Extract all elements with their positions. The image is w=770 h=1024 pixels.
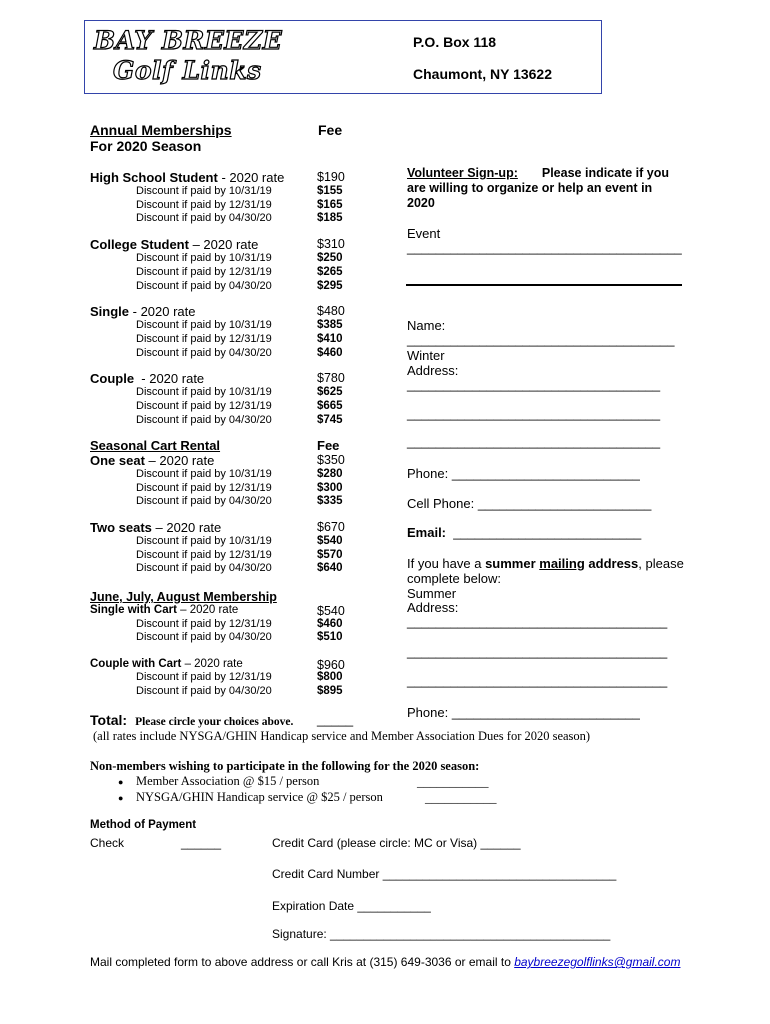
cart-fee-heading: Fee	[317, 438, 340, 453]
payment-heading: Method of Payment	[90, 819, 197, 831]
email-label: Email:	[407, 525, 447, 540]
couple-cart-price-2: $895	[317, 685, 343, 697]
volunteer-heading: Volunteer Sign-up:	[407, 166, 518, 180]
couple-price-2: $665	[317, 400, 343, 412]
volunteer-text-2: are willing to organize or help an event in	[407, 181, 653, 195]
high-school-rate-label: - 2020 rate	[217, 170, 285, 185]
summer-address-intro	[407, 556, 684, 571]
couple-rate-label: - 2020 rate	[134, 371, 205, 386]
summer-bold-2: mailing	[539, 556, 585, 571]
phone-blank[interactable]: __________________________	[451, 466, 640, 481]
couple-discount-1: Discount if paid by 10/31/19	[136, 386, 272, 398]
single-cart-price-1: $460	[317, 618, 343, 630]
two-seats-discount-1: Discount if paid by 10/31/19	[136, 535, 272, 547]
two-seats-title: Two seats	[90, 520, 152, 535]
one-seat-price-3: $335	[317, 495, 343, 507]
college-price-2: $265	[317, 266, 343, 278]
event-label: Event	[407, 226, 441, 241]
couple-cart-price-1: $800	[317, 671, 343, 683]
memberships-heading: Annual Memberships	[90, 122, 232, 138]
high-school-price-1: $155	[317, 185, 343, 197]
winter-address-blank-2[interactable]: ___________________________________	[407, 406, 661, 421]
couple-cart-discount-2: Discount if paid by 04/30/20	[136, 685, 272, 697]
high-school-discount-2: Discount if paid by 12/31/19	[136, 199, 272, 211]
expiration-field[interactable]: Expiration Date ___________	[272, 899, 431, 913]
couple-discount-3: Discount if paid by 04/30/20	[136, 414, 272, 426]
summer-bold-1: summer	[485, 556, 540, 571]
section-divider	[406, 284, 682, 286]
single-title-row	[90, 304, 196, 319]
name-blank[interactable]: _____________________________________	[407, 332, 675, 347]
logo-line-1: BAY BREEZE	[94, 26, 283, 55]
total-row	[90, 712, 293, 728]
total-label: Total:	[90, 712, 128, 728]
single-rate: $480	[317, 304, 345, 318]
couple-cart-rate: $960	[317, 658, 345, 672]
college-title-row	[90, 237, 258, 252]
couple-price-1: $625	[317, 386, 343, 398]
high-school-title: High School Student	[90, 170, 218, 185]
one-seat-rate: $350	[317, 453, 345, 467]
total-note: (all rates include NYSGA/GHIN Handicap service and Member Association Dues for 2020 season)	[93, 729, 591, 743]
two-seats-price-3: $640	[317, 562, 343, 574]
couple-cart-title: Couple with Cart	[90, 658, 182, 670]
one-seat-price-1: $280	[317, 468, 343, 480]
bullet-icon: ●	[118, 777, 124, 787]
fee-heading: Fee	[318, 122, 343, 138]
college-discount-2: Discount if paid by 12/31/19	[136, 266, 272, 278]
one-seat-rate-label: – 2020 rate	[144, 453, 215, 468]
couple-cart-rate-label: – 2020 rate	[181, 658, 243, 670]
single-cart-title: Single with Cart	[90, 604, 177, 616]
single-cart-rate: $540	[317, 604, 345, 618]
credit-card-field[interactable]: Credit Card (please circle: MC or Visa) ______	[272, 836, 521, 850]
couple-cart-discount-1: Discount if paid by 12/31/19	[136, 671, 272, 683]
couple-price-3: $745	[317, 414, 343, 426]
two-seats-price-1: $540	[317, 535, 343, 547]
one-seat-title: One seat	[90, 453, 145, 468]
nonmembers-heading: Non-members wishing to participate in the following for the 2020 season:	[90, 759, 480, 773]
phone-label: Phone:	[407, 466, 452, 481]
email-row	[407, 525, 641, 540]
single-discount-2: Discount if paid by 12/31/19	[136, 333, 272, 345]
single-rate-label: - 2020 rate	[129, 304, 196, 319]
high-school-rate: $190	[317, 170, 345, 184]
summer-phone-row	[407, 705, 640, 720]
volunteer-line-1	[407, 166, 669, 180]
logo-line-2: Golf Links	[113, 56, 262, 85]
couple-discount-2: Discount if paid by 12/31/19	[136, 400, 272, 412]
college-discount-1: Discount if paid by 10/31/19	[136, 252, 272, 264]
single-cart-title-row	[90, 604, 238, 616]
high-school-price-2: $165	[317, 199, 343, 211]
two-seats-price-2: $570	[317, 549, 343, 561]
summer-heading: June, July, August Membership	[90, 590, 277, 604]
one-seat-discount-3: Discount if paid by 04/30/20	[136, 495, 272, 507]
cell-row	[407, 496, 651, 511]
nonmember-blank-1[interactable]: ___________	[417, 774, 489, 789]
nonmember-blank-2[interactable]: ___________	[425, 790, 497, 805]
college-discount-3: Discount if paid by 04/30/20	[136, 280, 272, 292]
one-seat-price-2: $300	[317, 482, 343, 494]
couple-rate: $780	[317, 371, 345, 385]
one-seat-discount-1: Discount if paid by 10/31/19	[136, 468, 272, 480]
couple-title-row	[90, 371, 204, 386]
winter-address-blank-3[interactable]: ___________________________________	[407, 434, 661, 449]
college-price-3: $295	[317, 280, 343, 292]
high-school-discount-1: Discount if paid by 10/31/19	[136, 185, 272, 197]
high-school-price-3: $185	[317, 212, 343, 224]
high-school-discount-3: Discount if paid by 04/30/20	[136, 212, 272, 224]
email-link[interactable]: baybreezegolflinks@gmail.com	[514, 955, 681, 969]
footer-text: Mail completed form to above address or call Kris at (315) 649-3036 or email to	[90, 955, 515, 969]
nonmember-item-2: NYSGA/GHIN Handicap service @ $25 / person	[136, 790, 383, 804]
summer-phone-label: Phone:	[407, 705, 452, 720]
single-cart-discount-2: Discount if paid by 04/30/20	[136, 631, 272, 643]
season-label: For 2020 Season	[90, 138, 202, 154]
check-blank[interactable]: ______	[181, 836, 222, 850]
single-discount-3: Discount if paid by 04/30/20	[136, 347, 272, 359]
college-rate: $310	[317, 237, 345, 251]
volunteer-text-1: Please indicate if you	[541, 166, 670, 180]
one-seat-discount-2: Discount if paid by 12/31/19	[136, 482, 272, 494]
nonmember-item-1: Member Association @ $15 / person	[136, 774, 320, 788]
address-line-2: Chaumont, NY 13622	[413, 66, 553, 82]
two-seats-rate: $670	[317, 520, 345, 534]
volunteer-text-3: 2020	[407, 196, 435, 210]
check-label: Check	[90, 836, 125, 850]
single-title: Single	[90, 304, 130, 319]
signature-field[interactable]: Signature: __________________________________________	[272, 927, 611, 941]
single-cart-discount-1: Discount if paid by 12/31/19	[136, 618, 272, 630]
two-seats-title-row	[90, 520, 221, 535]
footer	[90, 955, 680, 969]
single-price-1: $385	[317, 319, 343, 331]
college-title: College Student	[90, 237, 189, 252]
summer-line-2: complete below:	[407, 571, 501, 586]
event-blank[interactable]: ______________________________________	[407, 240, 682, 255]
winter-label: Winter	[407, 348, 445, 363]
summer-post: , please	[638, 556, 684, 571]
summer-address-label: Address:	[407, 600, 459, 615]
high-school-title-row	[90, 170, 284, 185]
total-instruction: Please circle your choices above.	[135, 716, 294, 728]
single-discount-1: Discount if paid by 10/31/19	[136, 319, 272, 331]
summer-pre: If you have a	[407, 556, 486, 571]
college-price-1: $250	[317, 252, 343, 264]
phone-row	[407, 466, 640, 481]
address-line-1: P.O. Box 118	[413, 34, 497, 50]
two-seats-discount-2: Discount if paid by 12/31/19	[136, 549, 272, 561]
couple-cart-title-row	[90, 658, 243, 670]
single-price-3: $460	[317, 347, 343, 359]
winter-address-label: Address:	[407, 363, 459, 378]
cell-label: Cell Phone:	[407, 496, 478, 511]
two-seats-rate-label: – 2020 rate	[151, 520, 222, 535]
winter-address-blank-1[interactable]: ___________________________________	[407, 377, 661, 392]
total-blank[interactable]: _____	[317, 712, 354, 727]
summer-bold-3: address	[584, 556, 639, 571]
one-seat-title-row	[90, 453, 214, 468]
cell-blank[interactable]: ________________________	[477, 496, 652, 511]
summer-address-blank-3[interactable]: ____________________________________	[407, 673, 668, 688]
college-rate-label: – 2020 rate	[188, 237, 259, 252]
couple-title: Couple	[90, 371, 135, 386]
cart-heading: Seasonal Cart Rental	[90, 438, 221, 453]
summer-address-blank-2[interactable]: ____________________________________	[407, 644, 668, 659]
name-label: Name:	[407, 318, 446, 333]
single-cart-rate-label: – 2020 rate	[176, 604, 239, 616]
card-number-field[interactable]: Credit Card Number ___________________________________	[272, 867, 617, 881]
summer-label: Summer	[407, 586, 457, 601]
email-blank[interactable]: __________________________	[446, 525, 642, 540]
two-seats-discount-3: Discount if paid by 04/30/20	[136, 562, 272, 574]
summer-phone-blank[interactable]: __________________________	[451, 705, 640, 720]
single-cart-price-2: $510	[317, 631, 343, 643]
bullet-icon: ●	[118, 793, 124, 803]
single-price-2: $410	[317, 333, 343, 345]
summer-address-blank-1[interactable]: ____________________________________	[407, 614, 668, 629]
